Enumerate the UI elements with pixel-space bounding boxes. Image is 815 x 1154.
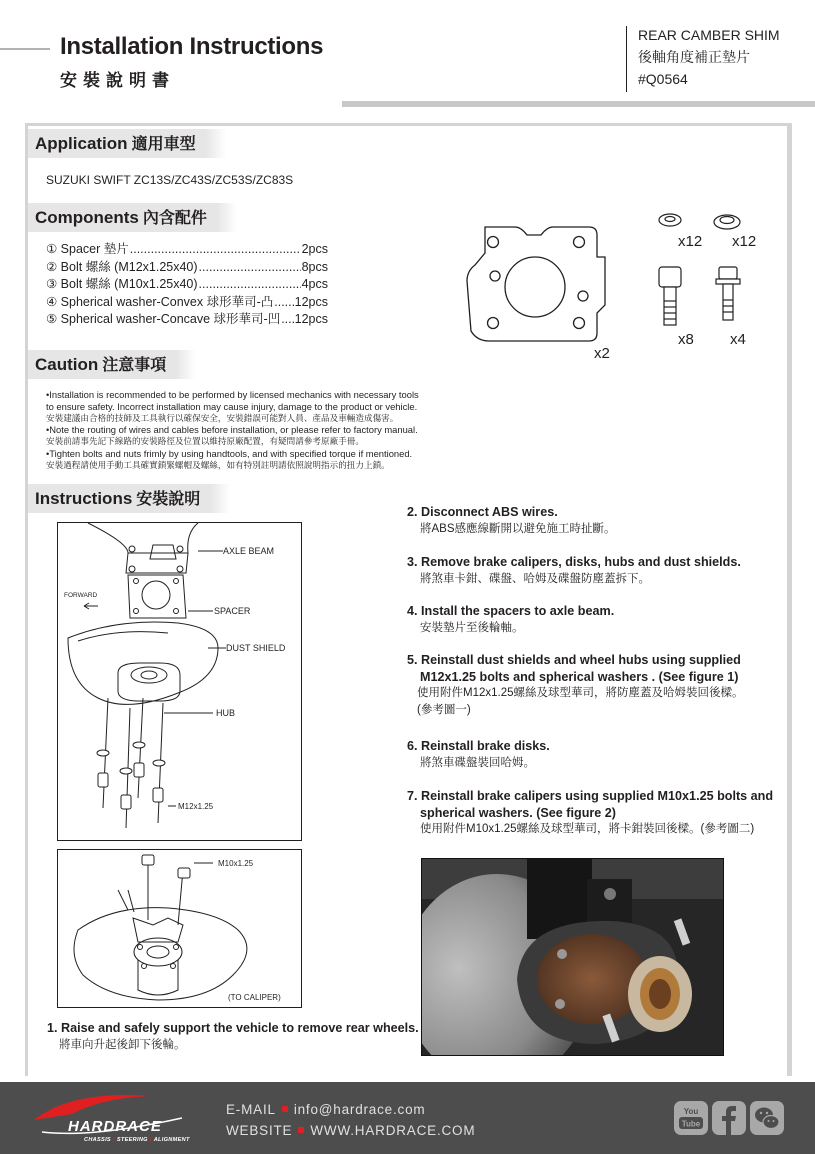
label-to-caliper: (TO CALIPER): [228, 993, 281, 1002]
caution-line: to ensure safety. Incorrect installation may cause injury, damage to the product or vehicle.: [46, 400, 418, 412]
label-hub: HUB: [216, 708, 236, 718]
leader-dots: [281, 311, 293, 329]
washer-convex-qty: x12: [678, 233, 703, 250]
step-text-chinese: 使用附件M12x1.25螺絲及球型華司，將防塵蓋及哈姆裝回後樑。: [417, 687, 744, 699]
heading-text: Components: [35, 208, 139, 227]
website-label: WEBSITE: [226, 1123, 293, 1138]
component-name: ① Spacer 墊片: [46, 242, 129, 256]
component-name: ⑤ Spherical washer-Concave 球形華司-凹: [46, 312, 281, 326]
footer: [0, 1082, 815, 1154]
step-text: 7. Reinstall brake calipers using supplied M10x1.25 bolts and: [407, 789, 774, 803]
photo-illustration: [422, 859, 724, 1056]
components-list: [46, 241, 328, 329]
step-6: [407, 738, 550, 771]
washer-concave-drawing: [714, 215, 740, 229]
component-qty: 12pcs: [294, 312, 328, 326]
bolt-m10-drawing: [716, 267, 740, 320]
component-name: ④ Spherical washer-Convex 球形華司-凸: [46, 294, 274, 309]
step-text-chinese: 使用附件M10x1.25螺絲及球型華司，將卡鉗裝回後樑。(參考圖二): [420, 823, 755, 835]
svg-text:You: You: [683, 1107, 699, 1116]
step-text: spherical washers. (See figure 2): [420, 805, 616, 820]
heading-text-chinese: 內含配件: [142, 208, 207, 227]
caution-line: •Note the routing of wires and cables before installation, or please refer to factory manual.: [46, 424, 418, 436]
leader-dots: [274, 294, 293, 312]
vehicle-fitment: SUZUKI SWIFT ZC13S/ZC43S/ZC53S/ZC83S: [46, 173, 294, 187]
washer-convex-drawing: [659, 214, 681, 226]
step-text: 3. Remove brake calipers, disks, hubs and dust shields.: [407, 555, 741, 569]
step-text: 2. Disconnect ABS wires.: [407, 505, 558, 519]
hardrace-logo: [32, 1090, 192, 1148]
component-qty: 8pcs: [301, 259, 328, 274]
list-item: [46, 294, 328, 312]
leader-dots: [199, 259, 301, 277]
installed-spacer-photo: [421, 858, 724, 1056]
brand-name: HARDRACE: [68, 1118, 162, 1135]
component-qty: 4pcs: [301, 277, 328, 291]
step-text: 4. Install the spacers to axle beam.: [407, 604, 615, 618]
step-text: 5. Reinstall dust shields and wheel hubs using supplied: [407, 653, 741, 667]
step-text-chinese: 將煞車碟盤裝回哈姆。: [420, 756, 535, 769]
heading-text: Instructions: [35, 489, 133, 508]
product-name: REAR CAMBER SHIM: [638, 27, 780, 43]
label-m12: M12x1.25: [178, 802, 214, 811]
bolt-m10-qty: x4: [730, 331, 746, 348]
component-qty: 2pcs: [301, 242, 328, 256]
washer-concave-qty: x12: [732, 233, 757, 250]
step-4: [407, 603, 614, 636]
heading-text: Caution: [35, 355, 99, 374]
step-text: 1. Raise and safely support the vehicle to remove rear wheels.: [47, 1021, 419, 1035]
bolt-m12-drawing: [659, 267, 681, 325]
step-text-chinese: (參考圖一): [417, 703, 471, 716]
step-1: [47, 1020, 419, 1053]
figure-2-drawing: [58, 850, 301, 1007]
figure-2: [57, 849, 302, 1008]
step-text-chinese: 安裝墊片至後輪軸。: [420, 621, 524, 634]
bolt-m12-qty: x8: [678, 331, 694, 348]
page-title-chinese: 安裝說明書: [60, 71, 175, 91]
component-qty: 12pcs: [294, 294, 328, 309]
list-item: [46, 311, 328, 329]
label-m10: M10x1.25: [218, 859, 254, 868]
section-heading-caution: [28, 350, 176, 379]
spacer-plate-drawing: [467, 227, 605, 341]
figure-1: [57, 522, 302, 841]
tagline-item: STEERING: [116, 1137, 148, 1143]
step-2: [407, 504, 616, 537]
email-label: E-MAIL: [226, 1102, 276, 1117]
step-text: M12x1.25 bolts and spherical washers . (See figure 1): [420, 669, 739, 684]
youtube-icon[interactable]: [674, 1101, 708, 1135]
step-text-chinese: 將ABS感應線斷開以避免施工時扯斷。: [420, 522, 616, 535]
section-heading-application: [28, 129, 206, 158]
caution-line: •Tighten bolts and nuts frimly by using handtools, and with specified torque if mentioned.: [46, 447, 413, 459]
leader-dots: [130, 241, 301, 259]
figure-1-drawing: [58, 523, 301, 840]
email-link[interactable]: info@hardrace.com: [293, 1102, 426, 1117]
header-divider: [626, 26, 627, 92]
caution-line-chinese: 安裝過程請使用手動工具確實鎖緊螺帽及螺絲，如有特別註明請依照說明指示的扭力上鎖。: [46, 459, 390, 470]
heading-text-chinese: 注意事項: [102, 355, 167, 374]
header-rule-right: [342, 101, 815, 107]
step-text-chinese: 將車向升起後卸下後輪。: [59, 1038, 186, 1051]
list-item: [46, 276, 328, 294]
section-heading-instructions: [28, 484, 210, 513]
website-link[interactable]: WWW.HARDRACE.COM: [310, 1123, 476, 1138]
heading-text-chinese: 適用車型: [131, 134, 196, 153]
step-7: [407, 788, 773, 838]
step-text: 6. Reinstall brake disks.: [407, 739, 550, 753]
heading-text: Application: [35, 134, 128, 153]
step-text-chinese: 將煞車卡鉗、碟盤、哈姆及碟盤防塵蓋拆下。: [420, 572, 650, 585]
list-item: [46, 241, 328, 259]
tagline-item: ALIGNMENT: [153, 1137, 190, 1143]
caution-line-chinese: 安裝建議由合格的技師及工具執行以確保安全，安裝錯誤可能對人員、產品及車輛造成傷害。: [46, 412, 399, 423]
step-3: [407, 554, 741, 587]
product-info: [638, 24, 780, 90]
component-name: ③ Bolt 螺絲 (M10x1.25x40): [46, 277, 198, 291]
leader-dots: [199, 276, 301, 294]
tagline-item: CHASSIS: [84, 1137, 111, 1143]
part-number: #Q0564: [638, 71, 688, 87]
facebook-icon[interactable]: [712, 1101, 746, 1135]
label-forward: FORWARD: [64, 592, 98, 599]
component-name: ② Bolt 螺絲 (M12x1.25x40): [46, 259, 198, 274]
components-drawing: [455, 205, 785, 365]
wechat-icon[interactable]: [750, 1101, 784, 1135]
spacer-qty: x2: [594, 345, 610, 362]
label-axle-beam: AXLE BEAM: [223, 546, 275, 556]
label-dust-shield: DUST SHIELD: [226, 643, 286, 653]
product-name-chinese: 後軸角度補正墊片: [638, 49, 750, 65]
label-spacer: SPACER: [214, 606, 251, 616]
list-item: [46, 259, 328, 277]
caution-line: •Installation is recommended to be performed by licensed mechanics with necessary tools: [46, 389, 419, 400]
svg-text:Tube: Tube: [681, 1119, 701, 1129]
caution-line-chinese: 安裝前請事先記下線路的安裝路徑及位置以維持原廠配置，有疑問請參考原廠手冊。: [46, 436, 364, 447]
heading-text-chinese: 安裝說明: [136, 489, 201, 508]
page-title: Installation Instructions: [60, 33, 324, 60]
contact-info: [226, 1099, 475, 1141]
step-5: [407, 652, 744, 718]
section-heading-components: [28, 203, 217, 232]
caution-notes: [46, 389, 466, 472]
brand-tagline: CHASSIS | STEERING | ALIGNMENT: [84, 1137, 190, 1143]
header-rule-left: [0, 48, 50, 50]
